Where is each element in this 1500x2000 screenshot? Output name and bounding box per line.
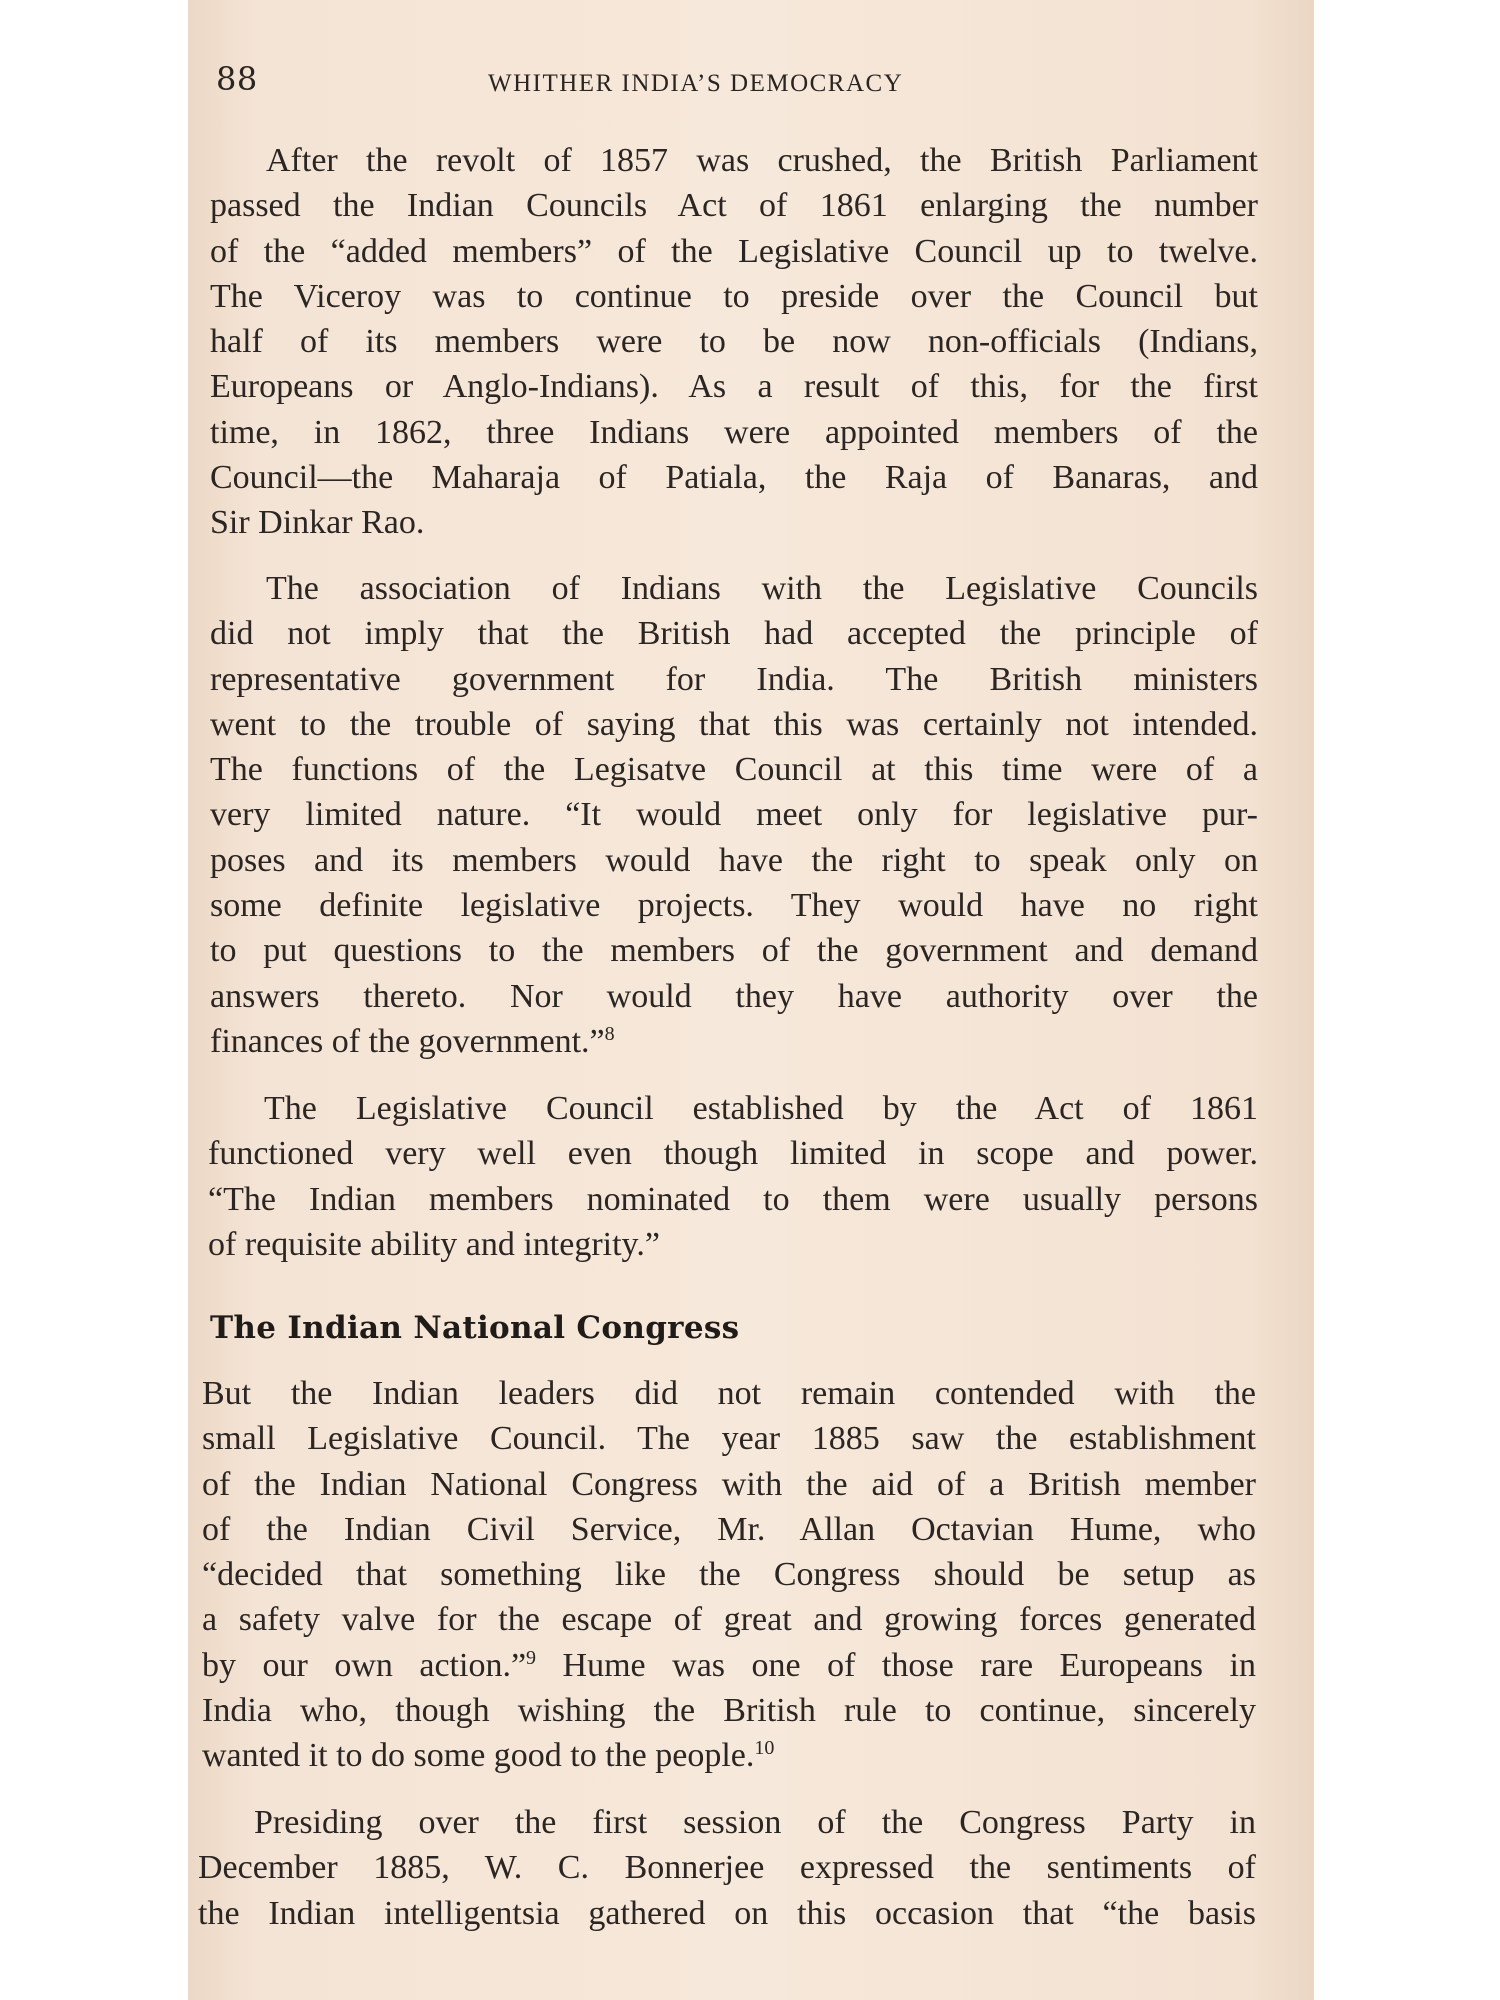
- text-line: Sir Dinkar Rao.: [210, 504, 425, 542]
- section-paragraph-2: [198, 1800, 1256, 1936]
- text-line: The Legislative Council established by the Act of 1861: [264, 1090, 1258, 1127]
- text-line: After the revolt of 1857 was crushed, the British Parliament: [266, 142, 1258, 179]
- section-paragraph-1: [202, 1371, 1256, 1779]
- paragraph-1: [210, 138, 1258, 546]
- text-line: Presiding over the first session of the Congress Party in: [254, 1804, 1256, 1841]
- text-line: to put questions to the members of the government and demand: [210, 932, 1258, 970]
- text-line: The functions of the Legisatve Council at this time were of a: [210, 751, 1258, 789]
- text-line: Council—the Maharaja of Patiala, the Raja of Banaras, and: [210, 459, 1258, 497]
- text-line: went to the trouble of saying that this was certainly not intended.: [210, 705, 1258, 743]
- text-line: representative government for India. The British ministers: [210, 660, 1258, 698]
- text-line: India who, though wishing the British rule to continue, sincerely: [202, 1692, 1256, 1730]
- text-line: of the Indian National Congress with the aid of a British member: [202, 1465, 1256, 1503]
- text-line: very limited nature. “It would meet only for legislative pur-: [210, 796, 1258, 834]
- text-line: some definite legislative projects. They would have no right: [210, 887, 1258, 925]
- text-line: [210, 1019, 1258, 1064]
- text-line: passed the Indian Councils Act of 1861 enlarging the number: [210, 187, 1258, 225]
- book-page: [188, 0, 1314, 2000]
- text-line-content: finances of the government.”: [210, 1022, 605, 1060]
- footnote-ref: 9: [526, 1646, 537, 1669]
- text-line: a safety valve for the escape of great and growing forces generated: [202, 1601, 1256, 1639]
- text-line: [202, 1643, 1256, 1688]
- footnote-ref: 10: [754, 1737, 775, 1760]
- text-line: But the Indian leaders did not remain contended with the: [202, 1375, 1256, 1412]
- text-line: of the Indian Civil Service, Mr. Allan Octavian Hume, who: [202, 1510, 1256, 1548]
- text-line-content: by our own action.”: [202, 1646, 527, 1684]
- text-line: Europeans or Anglo-Indians). As a result of this, for the first: [210, 368, 1258, 406]
- text-line-continuation: Hume was one of those rare Europeans in: [536, 1646, 1256, 1684]
- text-line: poses and its members would have the right to speak only on: [210, 841, 1258, 879]
- page-number: 88: [216, 60, 258, 98]
- text-line: of requisite ability and integrity.”: [208, 1225, 660, 1263]
- text-line-content: wanted it to do some good to the people.: [202, 1737, 755, 1775]
- section-heading: The Indian National Congress: [210, 1310, 740, 1346]
- text-line: The association of Indians with the Legislative Councils: [266, 570, 1258, 607]
- text-line: small Legislative Council. The year 1885 saw the establishment: [202, 1420, 1256, 1458]
- text-line: time, in 1862, three Indians were appointed members of the: [210, 413, 1258, 451]
- text-line: “The Indian members nominated to them were usually persons: [208, 1180, 1258, 1218]
- text-line: December 1885, W. C. Bonnerjee expressed the sentiments of: [198, 1849, 1256, 1887]
- text-line: did not imply that the British had accepted the principle of: [210, 615, 1258, 653]
- text-line: “decided that something like the Congress should be setup as: [202, 1556, 1256, 1594]
- text-line: functioned very well even though limited in scope and power.: [208, 1135, 1258, 1173]
- text-line: of the “added members” of the Legislative Council up to twelve.: [210, 232, 1258, 270]
- footnote-ref: 8: [604, 1022, 615, 1045]
- running-head: WHITHER INDIA’S DEMOCRACY: [488, 70, 904, 97]
- text-line: half of its members were to be now non-officials (Indians,: [210, 323, 1258, 361]
- paragraph-3: [208, 1086, 1258, 1267]
- text-line: The Viceroy was to continue to preside over the Council but: [210, 277, 1258, 315]
- text-line: the Indian intelligentsia gathered on this occasion that “the basis: [198, 1894, 1256, 1932]
- paragraph-2: [210, 566, 1258, 1064]
- text-line: [202, 1733, 1256, 1778]
- text-line: answers thereto. Nor would they have authority over the: [210, 977, 1258, 1015]
